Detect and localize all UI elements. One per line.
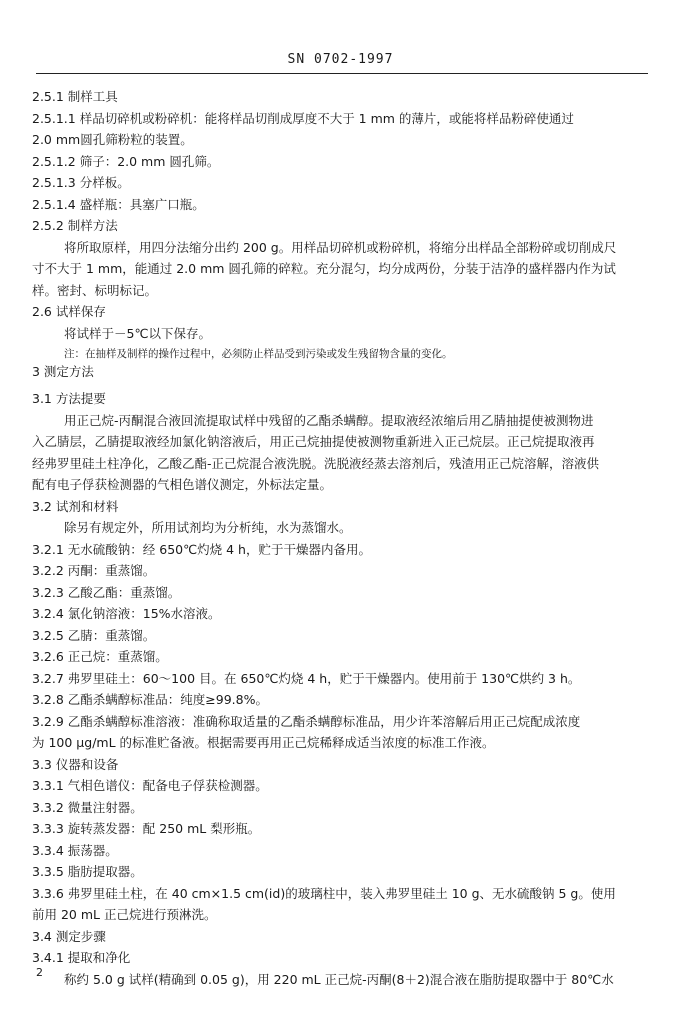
item-3-2-5: 3.2.5 乙腈：重蒸馏。	[32, 627, 156, 643]
heading-2-5-2: 2.5.2 制样方法	[32, 218, 118, 233]
section-2-5	[32, 86, 642, 366]
item-3-2-2: 3.2.2 丙酮：重蒸馏。	[32, 563, 156, 578]
para-2-5-1-1-cont: 2.0 mm圆孔筛粉粒的装置。	[32, 132, 193, 147]
heading-3-4-1: 3.4.1 提取和净化	[32, 950, 131, 965]
para-2-5-1-4: 2.5.1.4 盛样瓶：具塞广口瓶。	[32, 196, 205, 212]
heading-3-3: 3.3 仪器和设备	[32, 756, 119, 772]
heading-3-4: 3.4 测定步骤	[32, 928, 106, 944]
para-3-1-line2: 入乙腈层，乙腈提取液经加氯化钠溶液后，用正己烷抽提使被测物重新进入正己烷层。正己烷提取液再	[32, 434, 595, 449]
para-3-4-1: 称约 5.0 g 试样(精确到 0.05 g)，用 220 mL 正己烷-丙酮(8＋2)混合液在脂肪提取器中于 80℃水	[64, 971, 614, 987]
para-3-2: 除另有规定外，所用试剂均为分析纯，水为蒸馏水。	[64, 520, 352, 535]
item-3-3-5: 3.3.5 脂肪提取器。	[32, 864, 143, 879]
item-3-2-3: 3.2.3 乙酸乙酯：重蒸馏。	[32, 584, 181, 600]
para-2-6: 将试样于－5℃以下保存。	[64, 325, 211, 341]
heading-3-2: 3.2 试剂和材料	[32, 498, 119, 514]
heading-3: 3 测定方法	[32, 364, 94, 379]
para-3-1-line1: 用正己烷-丙酮混合液回流提取试样中残留的乙酯杀螨醇。提取液经浓缩后用乙腈抽提使被测物进	[64, 412, 594, 428]
page-number: 2	[36, 966, 43, 979]
para-2-5-2-line2: 寸不大于 1 mm，能通过 2.0 mm 圆孔筛的碎粒。充分混匀，均分成两份，分装于洁净的盛样器内作为试	[32, 261, 616, 276]
para-3-1-line4: 配有电子俘获检测器的气相色谱仪测定，外标法定量。	[32, 477, 333, 492]
section-3-1-to-3-4	[32, 388, 642, 990]
item-3-2-6: 3.2.6 正己烷：重蒸馏。	[32, 649, 168, 664]
item-3-2-9: 3.2.9 乙酯杀螨醇标准溶液：准确称取适量的乙酯杀螨醇标准品，用少许苯溶解后用正己烷配成浓度	[32, 713, 581, 729]
para-2-5-1-3: 2.5.1.3 分样板。	[32, 175, 130, 190]
item-3-3-6: 3.3.6 弗罗里硅土柱，在 40 cm×1.5 cm(id)的玻璃柱中，装入弗罗里硅土 10 g、无水硫酸钠 5 g。使用	[32, 885, 616, 901]
item-3-2-9-cont: 为 100 μg/mL 的标准贮备液。根据需要再用正己烷稀释成适当浓度的标准工作液。	[32, 735, 495, 750]
standard-number: SN 0702-1997	[287, 52, 394, 67]
item-3-2-7: 3.2.7 弗罗里硅土：60～100 目。在 650℃灼烧 4 h，贮于干燥器内。使用前于 130℃烘约 3 h。	[32, 670, 581, 686]
note: 注：在抽样及制样的操作过程中，必须防止样品受到污染或发生残留物含量的变化。	[64, 348, 453, 360]
item-3-3-3: 3.3.3 旋转蒸发器：配 250 mL 梨形瓶。	[32, 821, 261, 836]
para-2-5-2-line1: 将所取原样，用四分法缩分出约 200 g。用样品切碎机或粉碎机，将缩分出样品全部粉碎或切削成尺	[64, 239, 617, 255]
para-3-1-line3: 经弗罗里硅土柱净化，乙酸乙酯-正己烷混合液洗脱。洗脱液经蒸去溶剂后，残渣用正己烷溶解，溶液供	[32, 455, 600, 471]
header-rule	[36, 73, 648, 74]
para-2-5-2-line3: 样。密封、标明标记。	[32, 282, 158, 298]
item-3-2-4: 3.2.4 氯化钠溶液：15%水溶液。	[32, 606, 221, 621]
para-2-5-1-1: 2.5.1.1 样品切碎机或粉碎机：能将样品切削成厚度不大于 1 mm 的薄片，或能将样品粉碎使通过	[32, 110, 574, 126]
item-3-2-8: 3.2.8 乙酯杀螨醇标准品：纯度≥99.8%。	[32, 692, 268, 707]
heading-2-6: 2.6 试样保存	[32, 304, 106, 319]
item-3-3-4: 3.3.4 振荡器。	[32, 842, 118, 858]
item-3-3-1: 3.3.1 气相色谱仪：配备电子俘获检测器。	[32, 778, 268, 793]
heading-3-1: 3.1 方法提要	[32, 391, 106, 406]
item-3-2-1: 3.2.1 无水硫酸钠：经 650℃灼烧 4 h，贮于干燥器内备用。	[32, 541, 371, 557]
section-3	[32, 361, 642, 383]
para-2-5-1-2: 2.5.1.2 筛子：2.0 mm 圆孔筛。	[32, 153, 220, 169]
item-3-3-2: 3.3.2 微量注射器。	[32, 799, 143, 815]
heading-2-5-1: 2.5.1 制样工具	[32, 89, 118, 104]
item-3-3-6-cont: 前用 20 mL 正己烷进行预淋洗。	[32, 907, 217, 922]
